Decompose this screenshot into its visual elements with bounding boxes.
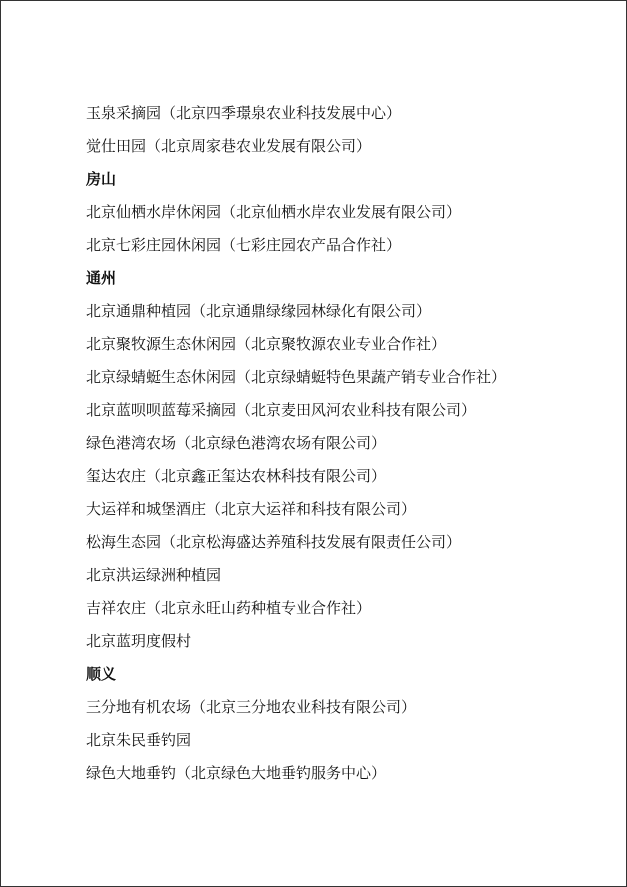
list-item: 北京聚牧源生态休闲园（北京聚牧源农业专业合作社）	[86, 335, 447, 353]
list-item: 觉仕田园（北京周家巷农业发展有限公司）	[86, 137, 372, 155]
list-item: 北京通鼎种植园（北京通鼎绿缘园林绿化有限公司）	[86, 302, 432, 320]
district-heading: 顺义	[86, 665, 117, 683]
list-item: 北京仙栖水岸休闲园（北京仙栖水岸农业发展有限公司）	[86, 203, 462, 221]
list-item: 北京七彩庄园休闲园（七彩庄园农产品合作社）	[86, 236, 402, 254]
list-item: 北京朱民垂钓园	[86, 731, 192, 749]
document-content	[86, 101, 606, 794]
district-heading: 房山	[86, 170, 117, 188]
list-item: 北京蓝呗呗蓝莓采摘园（北京麦田风河农业科技有限公司）	[86, 401, 477, 419]
list-item: 吉祥农庄（北京永旺山药种植专业合作社）	[86, 599, 372, 617]
list-item: 北京蓝玥度假村	[86, 632, 192, 650]
list-item: 绿色港湾农场（北京绿色港湾农场有限公司）	[86, 434, 387, 452]
district-heading: 通州	[86, 269, 117, 287]
list-item: 三分地有机农场（北京三分地农业科技有限公司）	[86, 698, 417, 716]
list-item: 玉泉采摘园（北京四季璟泉农业科技发展中心）	[86, 104, 402, 122]
list-item: 玺达农庄（北京鑫正玺达农林科技有限公司）	[86, 467, 387, 485]
list-item: 松海生态园（北京松海盛达养殖科技发展有限责任公司）	[86, 533, 462, 551]
list-item: 北京洪运绿洲种植园	[86, 566, 222, 584]
list-item: 北京绿蜻蜓生态休闲园（北京绿蜻蜓特色果蔬产销专业合作社）	[86, 368, 507, 386]
list-item: 大运祥和城堡酒庄（北京大运祥和科技有限公司）	[86, 500, 417, 518]
list-item: 绿色大地垂钓（北京绿色大地垂钓服务中心）	[86, 764, 387, 782]
